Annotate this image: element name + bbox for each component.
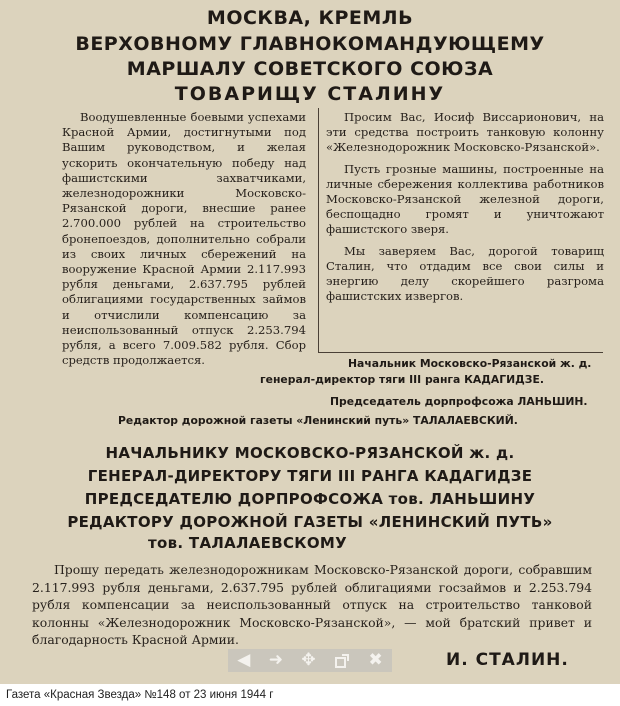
- reply-address-5: тов. ТАЛАЛАЕВСКОМУ: [148, 534, 347, 552]
- reply-body: [32, 561, 592, 649]
- image-caption: Газета «Красная Звезда» №148 от 23 июня 1944 г: [6, 689, 274, 701]
- arrow-left-icon[interactable]: ◀: [237, 650, 251, 670]
- letter-right-paragraph-1: Просим Вас, Иосиф Виссарионович, на эти средства построить танковую колонну «Железнодорожник Московско-Рязанской».: [326, 110, 604, 155]
- header-line-4: ТОВАРИЩУ СТАЛИНУ: [174, 83, 446, 105]
- signature-line-2: генерал-директор тяги III ранга КАДАГИДЗЕ.: [260, 373, 544, 386]
- signature-line-3: Председатель дорпрофсожа ЛАНЬШИН.: [330, 395, 588, 408]
- header-line-2: ВЕРХОВНОМУ ГЛАВНОКОМАНДУЮЩЕМУ: [75, 33, 545, 55]
- arrow-right-icon[interactable]: ➜: [268, 650, 283, 670]
- letter-right-paragraph-3: Мы заверяем Вас, дорогой товарищ Сталин, что отдадим все свои силы и энергию делу скорейшего разгрома фашистских извергов.: [326, 243, 604, 304]
- fit-window-icon[interactable]: [334, 653, 350, 669]
- column-end-rule: [318, 352, 603, 353]
- move-icon[interactable]: ✥: [301, 650, 316, 670]
- viewer-toolbar: [228, 649, 392, 672]
- signature-line-1: Начальник Московско-Рязанской ж. д.: [348, 357, 592, 370]
- reply-signature: И. СТАЛИН.: [446, 650, 569, 670]
- reply-address-1: НАЧАЛЬНИКУ МОСКОВСКО-РЯЗАНСКОЙ ж. д.: [105, 444, 515, 462]
- reply-body-text: Прошу передать железнодорожникам Московско-Рязанской дороги, собравшим 2.117.993 рубля деньгами, 2.637.795 рублей облигациями госзаймов и 2.253.794 рубля компенсации за неиспользованный отпуск на строительство танковой колонны «Железнодорожник Московско-Рязанской», — мой братский привет и благодарность Красной Армии.: [32, 562, 592, 648]
- reply-address-4: РЕДАКТОРУ ДОРОЖНОЙ ГАЗЕТЫ «ЛЕНИНСКИЙ ПУТЬ»: [67, 513, 553, 531]
- letter-left-column: [62, 110, 306, 374]
- letter-right-paragraph-2: Пусть грозные машины, построенные на личные сбережения коллектива работников Московско-Рязанской железной дороги, беспощадно громят и уничтожают фашистского зверя.: [326, 161, 604, 237]
- signature-line-4: Редактор дорожной газеты «Ленинский путь» ТАЛАЛАЕВСКИЙ.: [118, 414, 518, 427]
- letter-left-paragraph: Воодушевленные боевыми успехами Красной Армии, достигнутыми под Вашим руководством, и желая ускорить окончательную победу над фашистскими захватчиками, железнодорожники Московско-Рязанской дороги, внесшие ранее 2.700.000 рублей на строительство бронепоездов, дополнительно собрали из своих личных сбережений на вооружение Красной Армии 2.117.993 рубля деньгами, 2.637.795 рублей облигациями государственных займов и отчислили компенсацию за неиспользованный отпуск 2.253.794 рубля, а всего 7.009.582 рубля. Сбор средств продолжается.: [62, 110, 306, 368]
- reply-address-3: ПРЕДСЕДАТЕЛЮ ДОРПРОФСОЖА тов. ЛАНЬШИНУ: [84, 490, 536, 508]
- reply-address-2: ГЕНЕРАЛ-ДИРЕКТОРУ ТЯГИ III РАНГА КАДАГИДЗЕ: [87, 467, 533, 485]
- column-divider: [318, 108, 319, 352]
- header-line-3: МАРШАЛУ СОВЕТСКОГО СОЮЗА: [126, 58, 494, 80]
- letter-right-column: [326, 110, 604, 310]
- close-icon[interactable]: ✖: [368, 650, 383, 670]
- header-line-1: МОСКВА, КРЕМЛЬ: [206, 7, 414, 29]
